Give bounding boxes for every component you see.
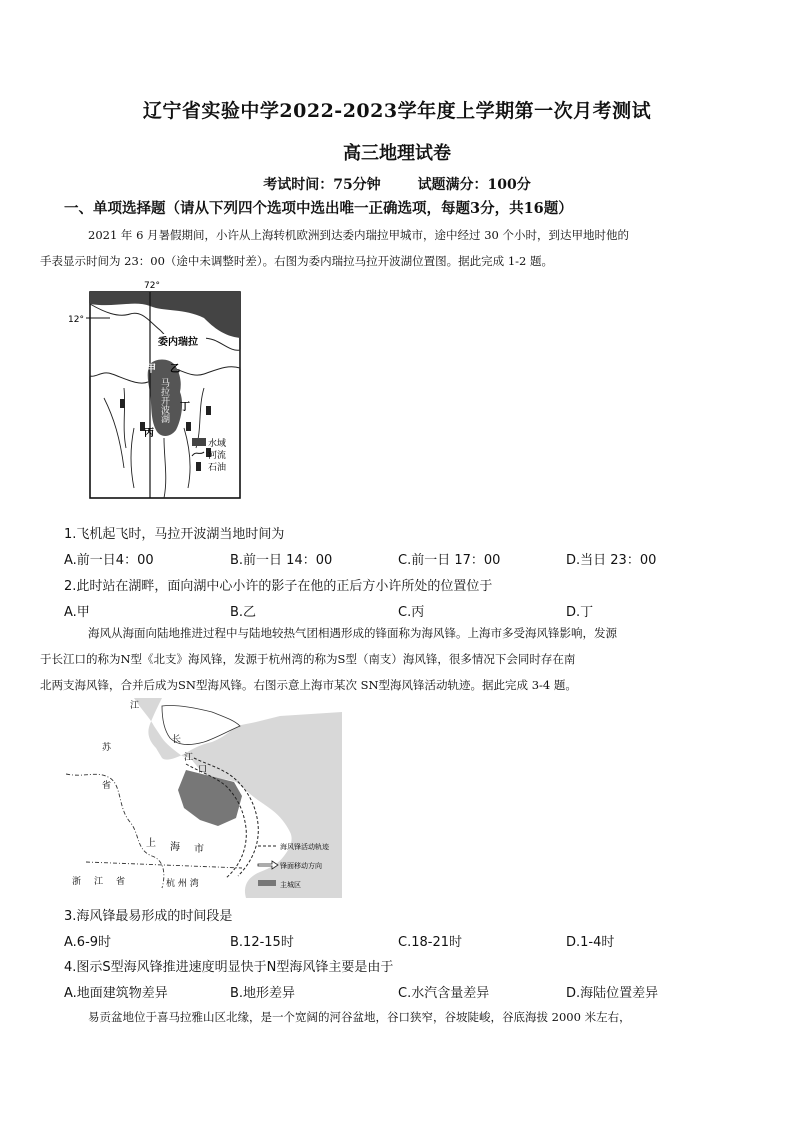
legend-water: 水域	[208, 439, 227, 449]
question-2-options	[64, 601, 744, 621]
exam-info	[0, 174, 794, 194]
legend-water-swatch	[192, 438, 206, 446]
legend-urban-swatch	[258, 880, 276, 886]
option-c[interactable]: C.前一日 17：00	[398, 553, 501, 568]
legend-river: 河流	[208, 451, 227, 461]
point-jia: 甲	[146, 364, 156, 375]
option-d[interactable]: D.海陆位置差异	[566, 986, 659, 1001]
label-sheng: 省	[102, 781, 112, 791]
option-a[interactable]: A.甲	[64, 605, 90, 620]
question-3-options	[64, 931, 744, 951]
question-3: 3.海风锋最易形成的时间段是	[64, 909, 233, 924]
option-a[interactable]: A.前一日4：00	[64, 553, 154, 568]
exam-score: 试题满分：100分	[417, 177, 531, 193]
option-a[interactable]: A.地面建筑物差异	[64, 986, 168, 1001]
label-zhe: 浙	[72, 877, 82, 887]
oil-marker	[120, 399, 125, 408]
oil-marker	[186, 422, 191, 431]
option-c[interactable]: C.丙	[398, 605, 425, 620]
question-4-options	[64, 982, 744, 1002]
option-b[interactable]: B.12-15时	[230, 935, 294, 950]
label-chang: 长	[172, 735, 182, 745]
point-yi: 乙	[170, 364, 180, 375]
question-1: 1.飞机起飞时，马拉开波湖当地时间为	[64, 527, 285, 542]
lake-label: 马拉开波湖	[159, 378, 169, 423]
exam-time: 考试时间：75分钟	[263, 177, 381, 193]
label-zhejiang: 江	[94, 877, 104, 887]
legend-urban: 主城区	[280, 881, 301, 889]
passage-1-line: 手表显示时间为 23：00（途中未调整时差）。右图为委内瑞拉马拉开波湖位置图。据此完成 1-2 题。	[40, 254, 553, 268]
label-hai: 海	[170, 842, 180, 853]
oil-marker	[206, 406, 211, 415]
label-kou: 口	[198, 765, 208, 775]
page-title: 辽宁省实验中学2022-2023学年度上学期第一次月考测试	[142, 100, 652, 122]
passage-2	[40, 620, 730, 698]
passage-1	[40, 222, 730, 274]
option-a[interactable]: A.6-9时	[64, 935, 112, 950]
passage-2-line: 于长江口的称为N型《北支》海风锋，发源于杭州湾的称为S型（南支）海风锋，很多情况下会同时存在南	[40, 652, 576, 666]
legend-oil-swatch	[196, 462, 201, 471]
longitude-label: 72°	[144, 281, 160, 291]
option-d[interactable]: D.当日 23：00	[566, 553, 657, 568]
maracaibo-map	[64, 278, 250, 502]
passage-3-line: 易贡盆地位于喜马拉雅山区北缘，是一个宽阔的河谷盆地，谷口狭窄，谷坡陡峻，谷底海拔 2000 米左右，	[88, 1010, 631, 1024]
label-su: 苏	[102, 743, 112, 753]
legend-track: 海风锋活动轨迹	[280, 843, 329, 851]
country-label: 委内瑞拉	[158, 337, 198, 348]
label-jiang: 江	[130, 701, 140, 711]
label-hangzhou-bay: 杭 州 湾	[166, 879, 199, 889]
point-bing: 丙	[144, 428, 154, 439]
passage-1-line: 2021 年 6 月暑假期间，小许从上海转机欧洲到达委内瑞拉甲城市，途中经过 30 个小时，到达甲地时他的	[88, 228, 629, 242]
option-c[interactable]: C.18-21时	[398, 935, 462, 950]
label-shi: 市	[194, 844, 204, 855]
option-b[interactable]: B.前一日 14：00	[230, 553, 333, 568]
legend-oil: 石油	[208, 463, 227, 473]
section-heading: 一、单项选择题（请从下列四个选项中选出唯一正确选项，每题3分，共16题）	[64, 200, 573, 217]
passage-3	[64, 1004, 730, 1030]
page-subtitle: 高三地理试卷	[343, 143, 451, 164]
legend-direction: 锋面移动方向	[280, 862, 322, 870]
label-jiang2: 江	[184, 753, 194, 763]
option-b[interactable]: B.地形差异	[230, 986, 296, 1001]
question-4: 4.图示S型海风锋推进速度明显快于N型海风锋主要是由于	[64, 960, 394, 975]
option-b[interactable]: B.乙	[230, 605, 257, 620]
label-shanghai: 上	[146, 838, 156, 849]
latitude-label: 12°	[68, 315, 84, 325]
point-ding: 丁	[180, 402, 190, 413]
question-1-options	[64, 549, 744, 569]
label-zhesheng: 省	[116, 877, 126, 887]
option-d[interactable]: D.丁	[566, 605, 594, 620]
shanghai-map	[66, 698, 342, 898]
passage-2-line: 北两支海风锋，合并后成为SN型海风锋。右图示意上海市某次 SN型海风锋活动轨迹。据此完成 3-4 题。	[40, 678, 577, 692]
passage-2-line: 海风从海面向陆地推进过程中与陆地较热气团相遇形成的锋面称为海风锋。上海市多受海风锋影响，发源	[88, 626, 617, 640]
option-d[interactable]: D.1-4时	[566, 935, 615, 950]
option-c[interactable]: C.水汽含量差异	[398, 986, 490, 1001]
question-2: 2.此时站在湖畔，面向湖中心小许的影子在他的正后方小许所处的位置位于	[64, 579, 493, 594]
